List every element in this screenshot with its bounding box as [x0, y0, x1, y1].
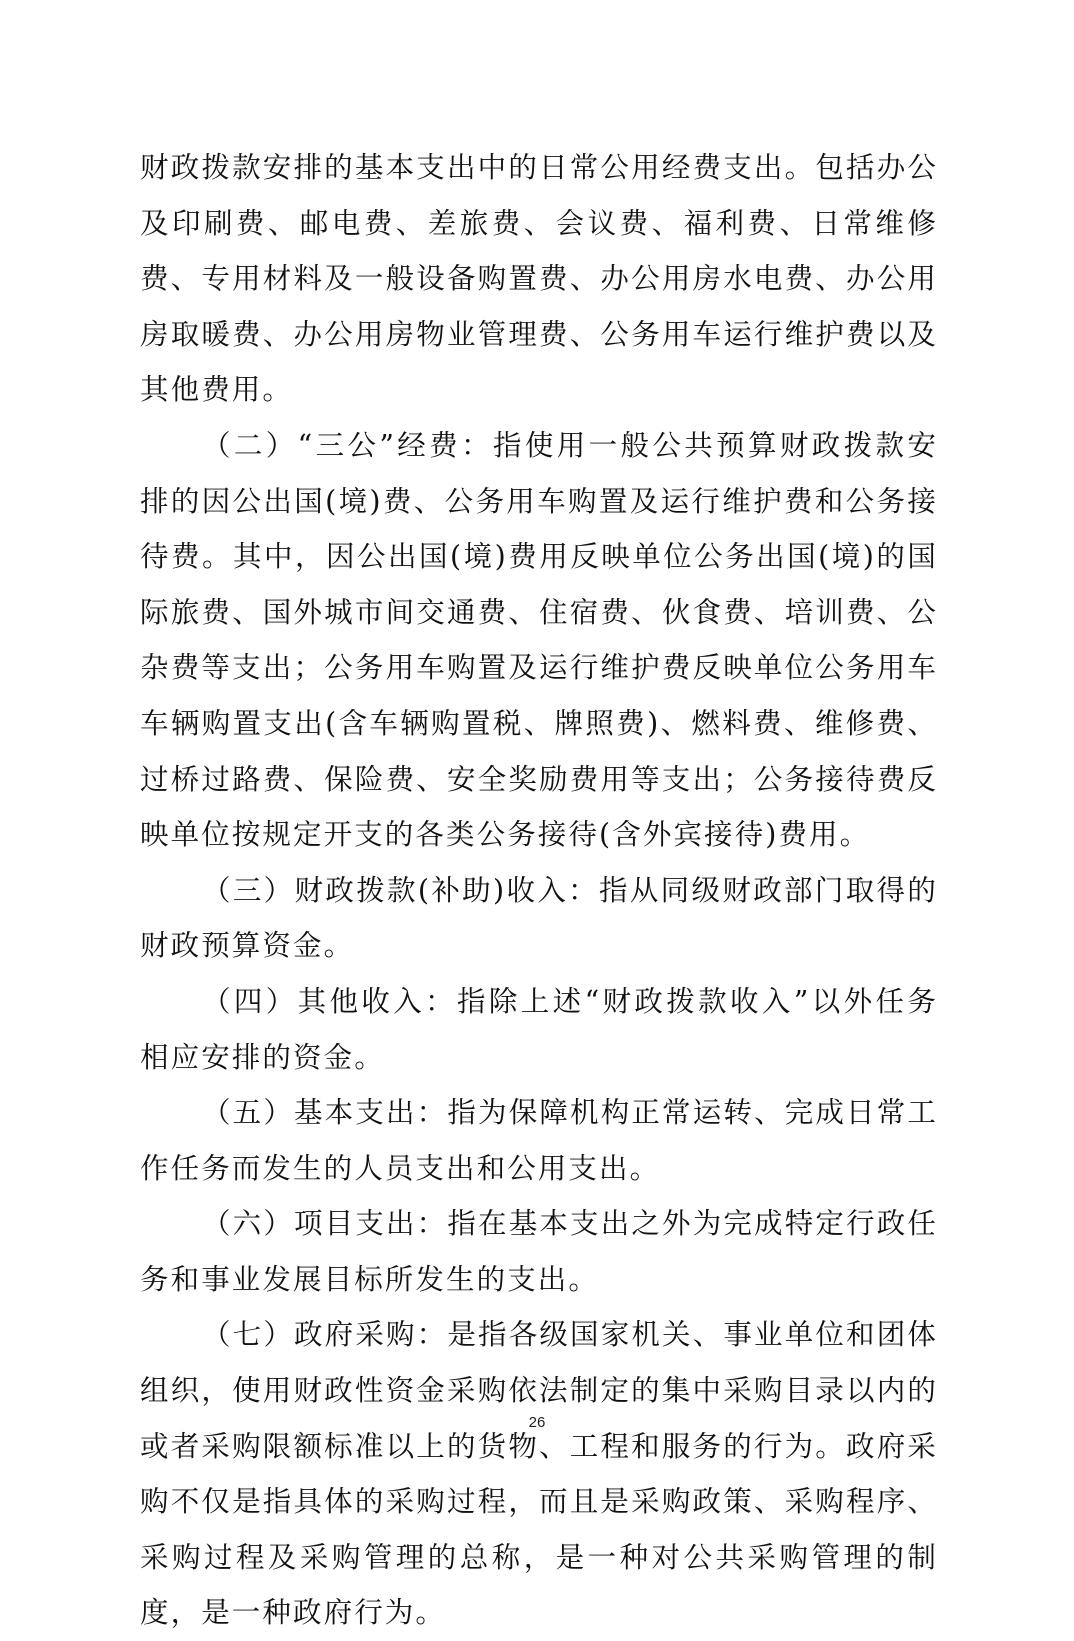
page-number: 26	[528, 1414, 546, 1431]
paragraph-daily-public-expenses: 财政拨款安排的基本支出中的日常公用经费支出。包括办公及印刷费、邮电费、差旅费、会议费、福利费、日常维修费、专用材料及一般设备购置费、办公用房水电费、办公用房取暖费、办公用房物业管理费、公务用车运行维护费以及其他费用。	[140, 151, 938, 407]
paragraph-other-income: （四）其他收入：指除上述“财政拨款收入”以外任务相应安排的资金。	[140, 984, 938, 1074]
paragraph-project-expenditure: （六）项目支出：指在基本支出之外为完成特定行政任务和事业发展目标所发生的支出。	[140, 1207, 938, 1296]
paragraph-basic-expenditure: （五）基本支出：指为保障机构正常运转、完成日常工作任务而发生的人员支出和公用支出。	[140, 1096, 938, 1185]
paragraph-government-procurement: （七）政府采购：是指各级国家机关、事业单位和团体组织，使用财政性资金采购依法制定的集中采购目录以内的或者采购限额标准以上的货物、工程和服务的行为。政府采购不仅是指具体的采购过程，而且是采购政策、采购程序、采购过程及采购管理的总称，是一种对公共采购管理的制度，是一种政府行为。	[140, 1318, 938, 1630]
paragraph-fiscal-appropriation-income: （三）财政拨款(补助)收入：指从同级财政部门取得的财政预算资金。	[140, 873, 938, 963]
paragraph-three-public-expenses: （二）“三公”经费：指使用一般公共预算财政拨款安排的因公出国(境)费、公务用车购置及运行维护费和公务接待费。其中，因公出国(境)费用反映单位公务出国(境)的国际旅费、国外城市间交通费、住宿费、伙食费、培训费、公杂费等支出；公务用车购置及运行维护费反映单位公务用车车辆购置支出(含车辆购置税、牌照费)、燃料费、维修费、过桥过路费、保险费、安全奖励费用等支出；公务接待费反映单位按规定开支的各类公务接待(含外宾接待)费用。	[140, 428, 938, 852]
